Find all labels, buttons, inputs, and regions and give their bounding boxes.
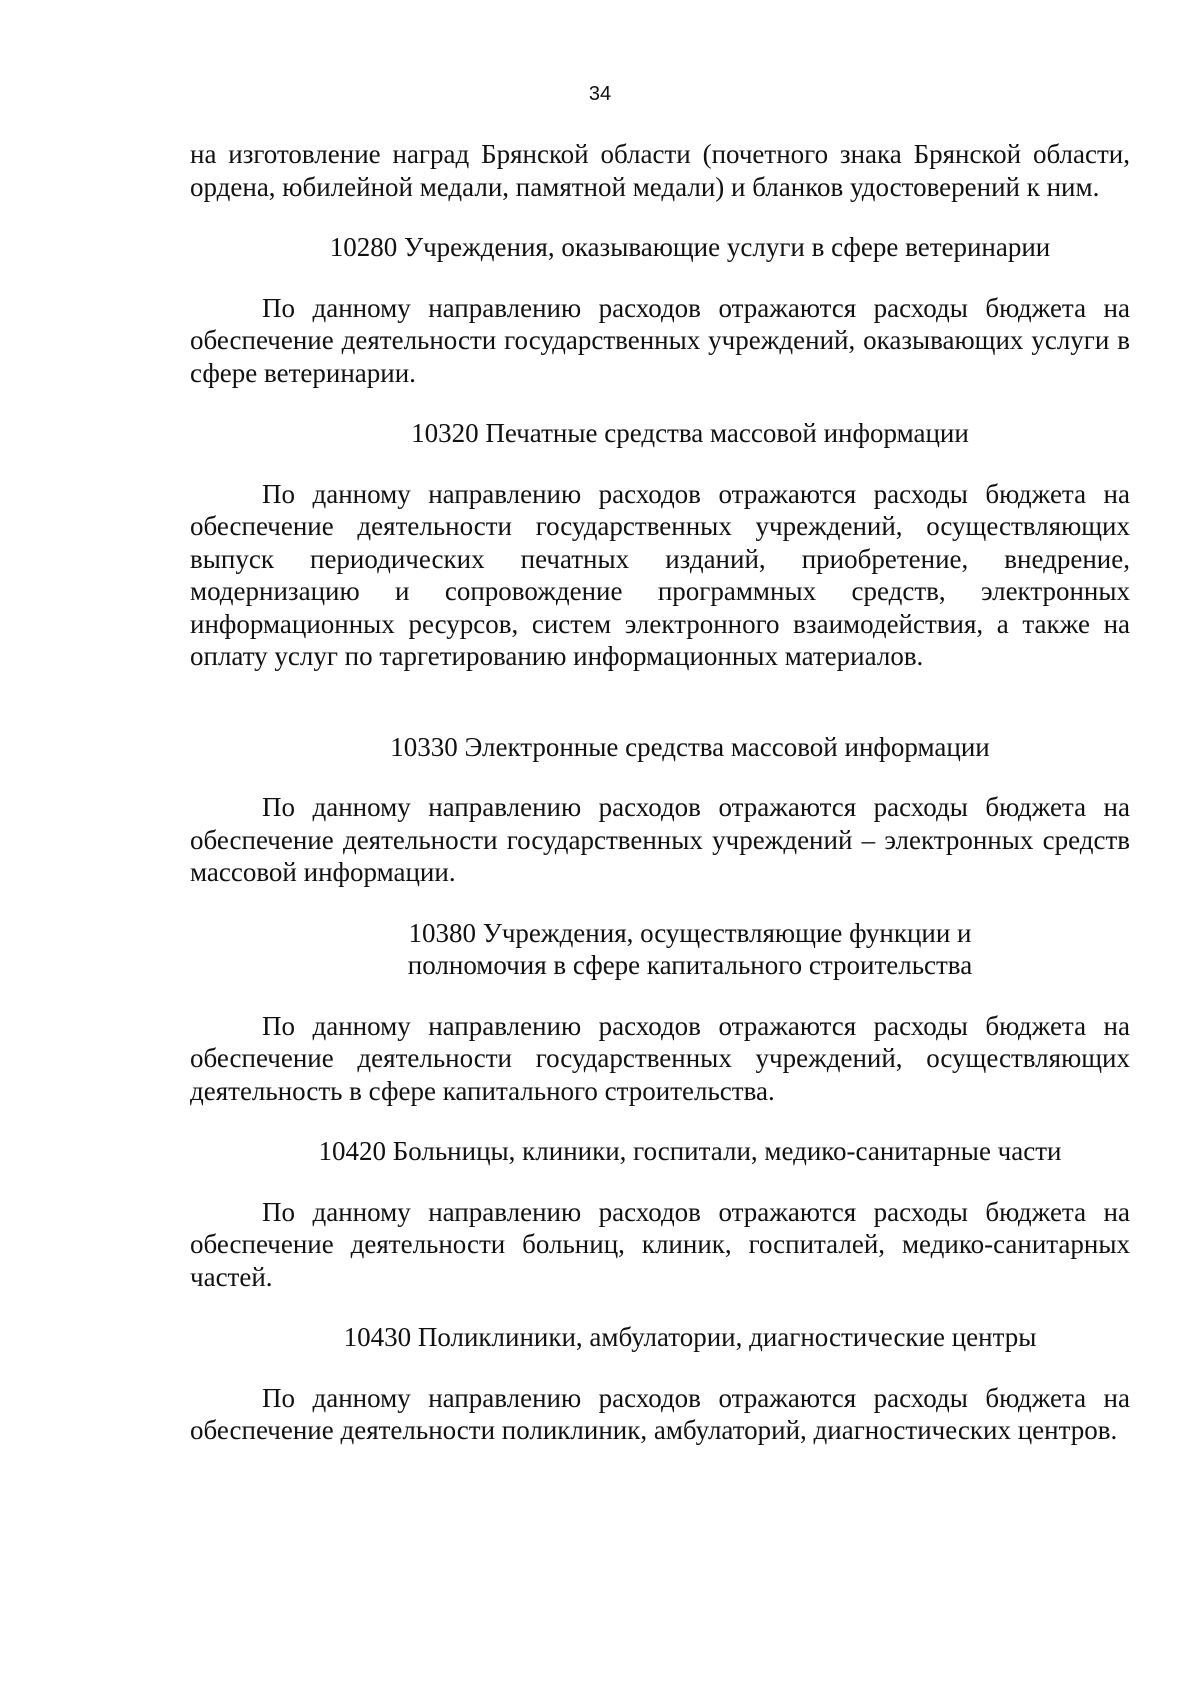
continuation-paragraph: на изготовление наград Брянской области (почетного знака Брянской области, ордена, юбилейной медали, памятной медали) и бланков удостоверений к ним. bbox=[190, 139, 1130, 202]
page-number: 34 bbox=[588, 83, 612, 105]
document-body bbox=[190, 138, 1130, 1447]
section-heading-10280: 10280 Учреждения, оказывающие услуги в сфере ветеринарии bbox=[329, 232, 1051, 262]
section-paragraph-10330: По данному направлению расходов отражаются расходы бюджета на обеспечение деятельности государственных учреждений – электронных средств массовой информации. bbox=[190, 792, 1130, 887]
section-heading-10330: 10330 Электронные средства массовой информации bbox=[390, 731, 990, 762]
section-paragraph-10430: По данному направлению расходов отражаются расходы бюджета на обеспечение деятельности поликлиник, амбулаторий, диагностических центров. bbox=[190, 1382, 1130, 1445]
section-heading-10430: 10430 Поликлиники, амбулатории, диагностические центры bbox=[343, 1322, 1037, 1352]
section-paragraph-10420: По данному направлению расходов отражаются расходы бюджета на обеспечение деятельности больниц, клиник, госпиталей, медико-санитарных частей. bbox=[190, 1196, 1130, 1292]
section-paragraph-10380: По данному направлению расходов отражаются расходы бюджета на обеспечение деятельности государственных учреждений, осуществляющих деятельность в сфере капитального строительства. bbox=[190, 1010, 1130, 1106]
section-paragraph-10280: По данному направлению расходов отражаются расходы бюджета на обеспечение деятельности государственных учреждений, оказывающих услуги в сфере ветеринарии. bbox=[190, 292, 1130, 388]
section-paragraph-10320: По данному направлению расходов отражаются расходы бюджета на обеспечение деятельности государственных учреждений, осуществляющих выпуск периодических печатных изданий, приобретение, внедрение, модернизацию и сопровождение программных средств, электронных информационных ресурсов, систем электронного взаимодействия, а также на оплату услуг по таргетированию информационных материалов. bbox=[190, 478, 1130, 671]
section-heading-10320: 10320 Печатные средства массовой информации bbox=[411, 418, 969, 448]
section-heading-10420: 10420 Больницы, клиники, госпитали, медико-санитарные части bbox=[318, 1136, 1062, 1166]
section-heading-10380: 10380 Учреждения, осуществляющие функции и полномочия в сфере капитального строительства bbox=[407, 917, 973, 980]
